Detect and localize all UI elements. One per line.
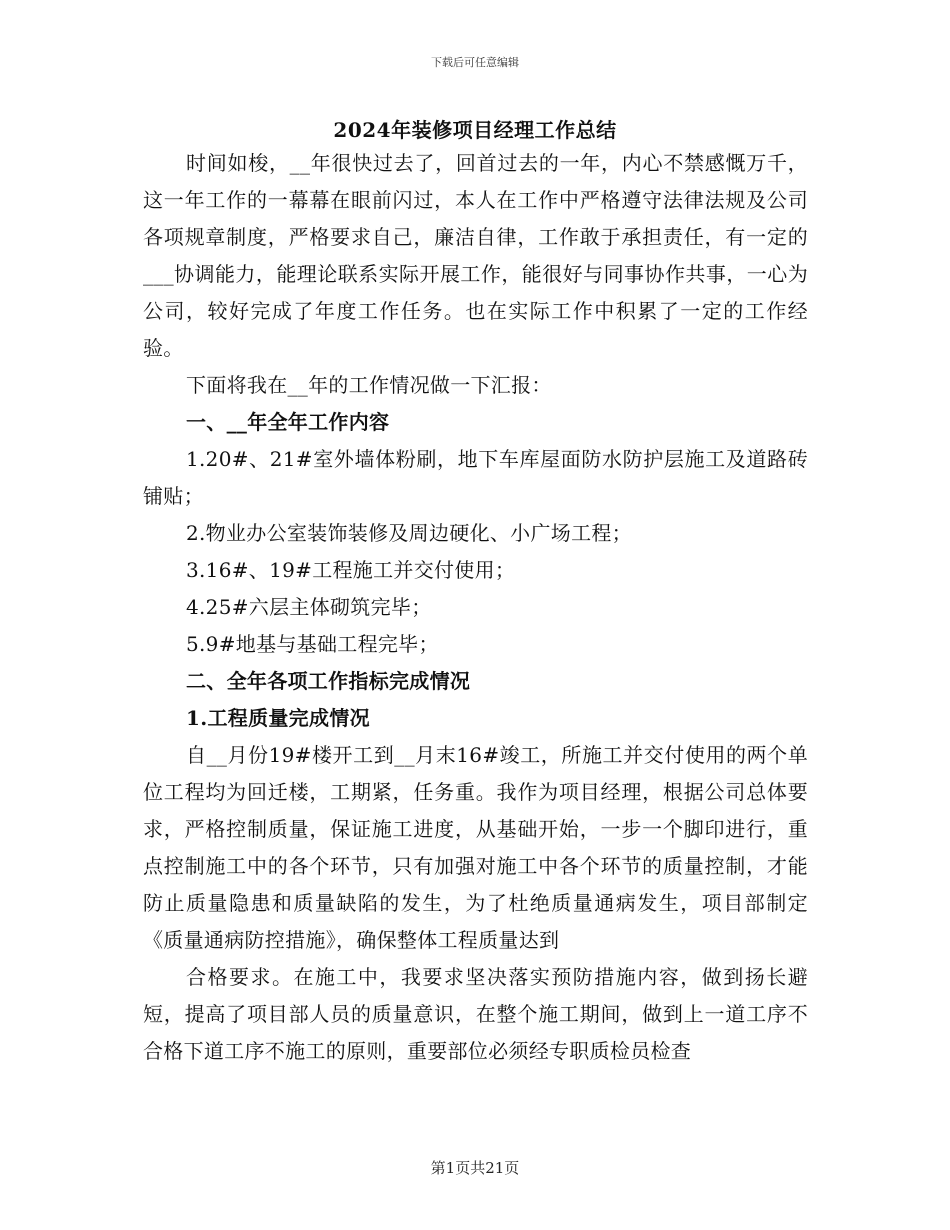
- list-item-3: 3.16#、19#工程施工并交付使用；: [186, 558, 516, 582]
- report-lead-paragraph: 下面将我在__年的工作情况做一下汇报：: [186, 373, 552, 397]
- quality-paragraph-continued: 合格要求。在施工中，我要求坚决落实预防措施内容，做到扬长避短，提高了项目部人员的质量意识，在整个施工期间，做到上一道工序不合格下道工序不施工的原则，重要部位必须经专职质检员检查: [143, 965, 808, 1063]
- list-item-2: 2.物业办公室装饰装修及周边硬化、小广场工程；: [186, 521, 632, 545]
- list-item-4: 4.25#六层主体砌筑完毕；: [186, 595, 432, 619]
- subsection-heading-1: 1.工程质量完成情况: [186, 706, 370, 730]
- document-title: 2024年装修项目经理工作总结: [333, 118, 617, 142]
- list-item-1: 1.20#、21#室外墙体粉刷，地下车库屋面防水防护层施工及道路砖铺贴；: [143, 447, 808, 508]
- list-item-5: 5.9#地基与基础工程完毕；: [186, 632, 439, 656]
- page-number-footer: 第1页共21页: [430, 1159, 520, 1177]
- section-heading-1: 一、__年全年工作内容: [186, 410, 390, 434]
- document-body: [143, 145, 808, 1070]
- intro-paragraph: 时间如梭，__年很快过去了，回首过去的一年，内心不禁感慨万千，这一年工作的一幕幕在眼前闪过，本人在工作中严格遵守法律法规及公司各项规章制度，严格要求自己，廉洁自律，工作敢于承担责任，有一定的___协调能力，能理论联系实际开展工作，能很好与同事协作共事，一心为公司，较好完成了年度工作任务。也在实际工作中积累了一定的工作经验。: [143, 151, 808, 360]
- quality-paragraph: 自__月份19#楼开工到__月末16#竣工，所施工并交付使用的两个单位工程均为回迁楼，工期紧，任务重。我作为项目经理，根据公司总体要求，严格控制质量，保证施工进度，从基础开始，一步一个脚印进行，重点控制施工中的各个环节，只有加强对施工中各个环节的质量控制，才能防止质量隐患和质量缺陷的发生，为了杜绝质量通病发生，项目部制定《质量通病防控措施》，确保整体工程质量达到: [143, 743, 808, 952]
- section-heading-2: 二、全年各项工作指标完成情况: [186, 669, 471, 693]
- header-note: 下载后可任意编辑: [431, 56, 519, 69]
